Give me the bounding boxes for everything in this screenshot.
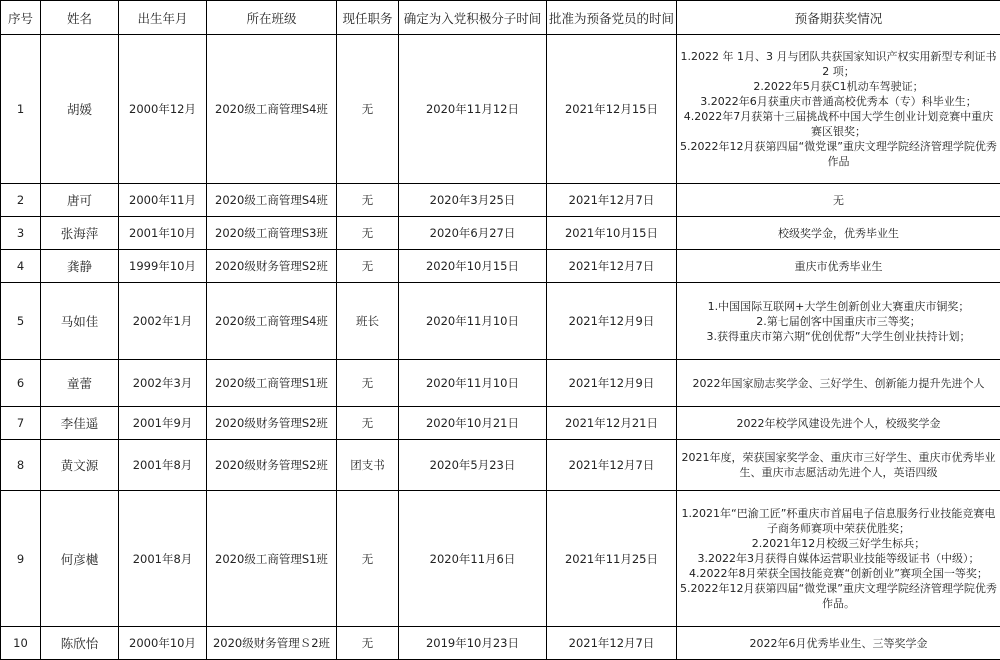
award-line: 无 (680, 193, 997, 208)
award-line: 2021年度，荣获国家奖学金、重庆市三好学生、重庆市优秀毕业生、重庆市志愿活动先进个人，英语四级 (680, 450, 997, 480)
table-row (1, 491, 1000, 627)
cell-awards (677, 491, 1000, 627)
cell-probation-date: 2021年12月7日 (547, 440, 677, 491)
table-row (1, 35, 1000, 184)
award-line: 5.2022年12月获第四届“微党课”重庆文理学院经济管理学院优秀作品 (680, 139, 997, 169)
cell-activist-date: 2020年6月27日 (399, 217, 547, 250)
cell-activist-date: 2020年5月23日 (399, 440, 547, 491)
cell-name: 陈欣怡 (41, 627, 119, 660)
cell-awards (677, 360, 1000, 407)
table-row (1, 360, 1000, 407)
cell-name: 李佳遥 (41, 407, 119, 440)
cell-no: 4 (1, 250, 41, 283)
cell-birth: 2001年8月 (119, 491, 207, 627)
header-row (1, 1, 1000, 35)
cell-role: 班长 (337, 283, 399, 360)
cell-name: 何彦樾 (41, 491, 119, 627)
cell-activist-date: 2020年10月21日 (399, 407, 547, 440)
table-row (1, 217, 1000, 250)
table-row (1, 184, 1000, 217)
cell-no: 7 (1, 407, 41, 440)
cell-name: 马如佳 (41, 283, 119, 360)
cell-activist-date: 2019年10月23日 (399, 627, 547, 660)
cell-name: 胡媛 (41, 35, 119, 184)
cell-role: 无 (337, 360, 399, 407)
cell-awards (677, 217, 1000, 250)
award-line: 1.2021年“巴渝工匠”杯重庆市首届电子信息服务行业技能竞赛电子商务师赛项中荣获优胜奖； (680, 506, 997, 536)
cell-name: 唐可 (41, 184, 119, 217)
award-line: 3.2022年6月获重庆市普通高校优秀本（专）科毕业生； (680, 94, 997, 109)
cell-no: 1 (1, 35, 41, 184)
cell-role: 无 (337, 250, 399, 283)
cell-role: 无 (337, 491, 399, 627)
cell-no: 5 (1, 283, 41, 360)
award-line: 3.获得重庆市第六期“优创优帮”大学生创业扶持计划； (680, 329, 997, 344)
cell-probation-date: 2021年12月7日 (547, 627, 677, 660)
cell-no: 6 (1, 360, 41, 407)
cell-class: 2020级工商管理S4班 (207, 283, 337, 360)
header-name: 姓名 (41, 1, 119, 35)
cell-no: 2 (1, 184, 41, 217)
cell-activist-date: 2020年11月6日 (399, 491, 547, 627)
cell-role: 无 (337, 217, 399, 250)
award-line: 重庆市优秀毕业生 (680, 259, 997, 274)
cell-probation-date: 2021年12月7日 (547, 184, 677, 217)
cell-class: 2020级工商管理S4班 (207, 184, 337, 217)
header-awards: 预备期获奖情况 (677, 1, 1000, 35)
table-row (1, 407, 1000, 440)
header-no: 序号 (1, 1, 41, 35)
award-line: 2022年校学风建设先进个人，校级奖学金 (680, 416, 997, 431)
award-line: 2.第七届创客中国重庆市三等奖； (680, 314, 997, 329)
table-row (1, 250, 1000, 283)
cell-awards (677, 440, 1000, 491)
header-activist-date: 确定为入党积极分子时间 (399, 1, 547, 35)
award-line: 2.2021年12月校级三好学生标兵； (680, 536, 997, 551)
cell-class: 2020级工商管理S1班 (207, 360, 337, 407)
cell-awards (677, 283, 1000, 360)
cell-role: 无 (337, 407, 399, 440)
award-line: 校级奖学金，优秀毕业生 (680, 226, 997, 241)
award-line: 5.2022年12月获第四届“微党课”重庆文理学院经济管理学院优秀作品。 (680, 581, 997, 611)
award-line: 2022年6月优秀毕业生、三等奖学金 (680, 636, 997, 651)
table-row (1, 283, 1000, 360)
table-body (1, 35, 1000, 660)
cell-probation-date: 2021年12月7日 (547, 250, 677, 283)
header-class: 所在班级 (207, 1, 337, 35)
cell-no: 9 (1, 491, 41, 627)
header-probation-date: 批准为预备党员的时间 (547, 1, 677, 35)
cell-awards (677, 627, 1000, 660)
cell-birth: 2001年8月 (119, 440, 207, 491)
cell-activist-date: 2020年11月12日 (399, 35, 547, 184)
cell-birth: 1999年10月 (119, 250, 207, 283)
cell-no: 3 (1, 217, 41, 250)
award-line: 2.2022年5月获C1机动车驾驶证； (680, 79, 997, 94)
cell-probation-date: 2021年12月9日 (547, 283, 677, 360)
cell-class: 2020级工商管理S3班 (207, 217, 337, 250)
cell-name: 黄文源 (41, 440, 119, 491)
cell-role: 无 (337, 35, 399, 184)
cell-birth: 2001年9月 (119, 407, 207, 440)
cell-class: 2020级财务管理S2班 (207, 250, 337, 283)
cell-awards (677, 35, 1000, 184)
cell-birth: 2000年10月 (119, 627, 207, 660)
cell-activist-date: 2020年11月10日 (399, 283, 547, 360)
cell-role: 团支书 (337, 440, 399, 491)
cell-probation-date: 2021年10月15日 (547, 217, 677, 250)
cell-birth: 2000年12月 (119, 35, 207, 184)
cell-probation-date: 2021年12月21日 (547, 407, 677, 440)
cell-birth: 2002年1月 (119, 283, 207, 360)
cell-birth: 2001年10月 (119, 217, 207, 250)
award-line: 4.2022年7月获第十三届挑战杯中国大学生创业计划竞赛中重庆赛区银奖； (680, 109, 997, 139)
cell-probation-date: 2021年12月15日 (547, 35, 677, 184)
cell-activist-date: 2020年10月15日 (399, 250, 547, 283)
cell-role: 无 (337, 627, 399, 660)
cell-role: 无 (337, 184, 399, 217)
cell-birth: 2002年3月 (119, 360, 207, 407)
award-line: 3.2022年3月获得自媒体运营职业技能等级证书（中级）；4.2022年8月荣获全国技能竞赛“创新创业”赛项全国一等奖； (680, 551, 997, 581)
cell-class: 2020级工商管理S1班 (207, 491, 337, 627)
cell-name: 张海萍 (41, 217, 119, 250)
cell-no: 8 (1, 440, 41, 491)
cell-class: 2020级工商管理S4班 (207, 35, 337, 184)
award-line: 1.2022 年 1月、3 月与团队共获国家知识产权实用新型专利证书 2 项； (680, 49, 997, 79)
table-row (1, 440, 1000, 491)
cell-no: 10 (1, 627, 41, 660)
cell-probation-date: 2021年12月9日 (547, 360, 677, 407)
cell-name: 龚静 (41, 250, 119, 283)
cell-awards (677, 407, 1000, 440)
cell-birth: 2000年11月 (119, 184, 207, 217)
cell-activist-date: 2020年11月10日 (399, 360, 547, 407)
cell-awards (677, 250, 1000, 283)
cell-awards (677, 184, 1000, 217)
award-line: 2022年国家励志奖学金、三好学生、创新能力提升先进个人 (680, 376, 997, 391)
award-line: 1.中国国际互联网+大学生创新创业大赛重庆市铜奖； (680, 299, 997, 314)
cell-class: 2020级财务管理Ｓ2班 (207, 627, 337, 660)
table-row (1, 627, 1000, 660)
cell-activist-date: 2020年3月25日 (399, 184, 547, 217)
cell-name: 童蕾 (41, 360, 119, 407)
cell-class: 2020级财务管理S2班 (207, 407, 337, 440)
cell-probation-date: 2021年11月25日 (547, 491, 677, 627)
header-role: 现任职务 (337, 1, 399, 35)
header-birth: 出生年月 (119, 1, 207, 35)
cell-class: 2020级财务管理S2班 (207, 440, 337, 491)
